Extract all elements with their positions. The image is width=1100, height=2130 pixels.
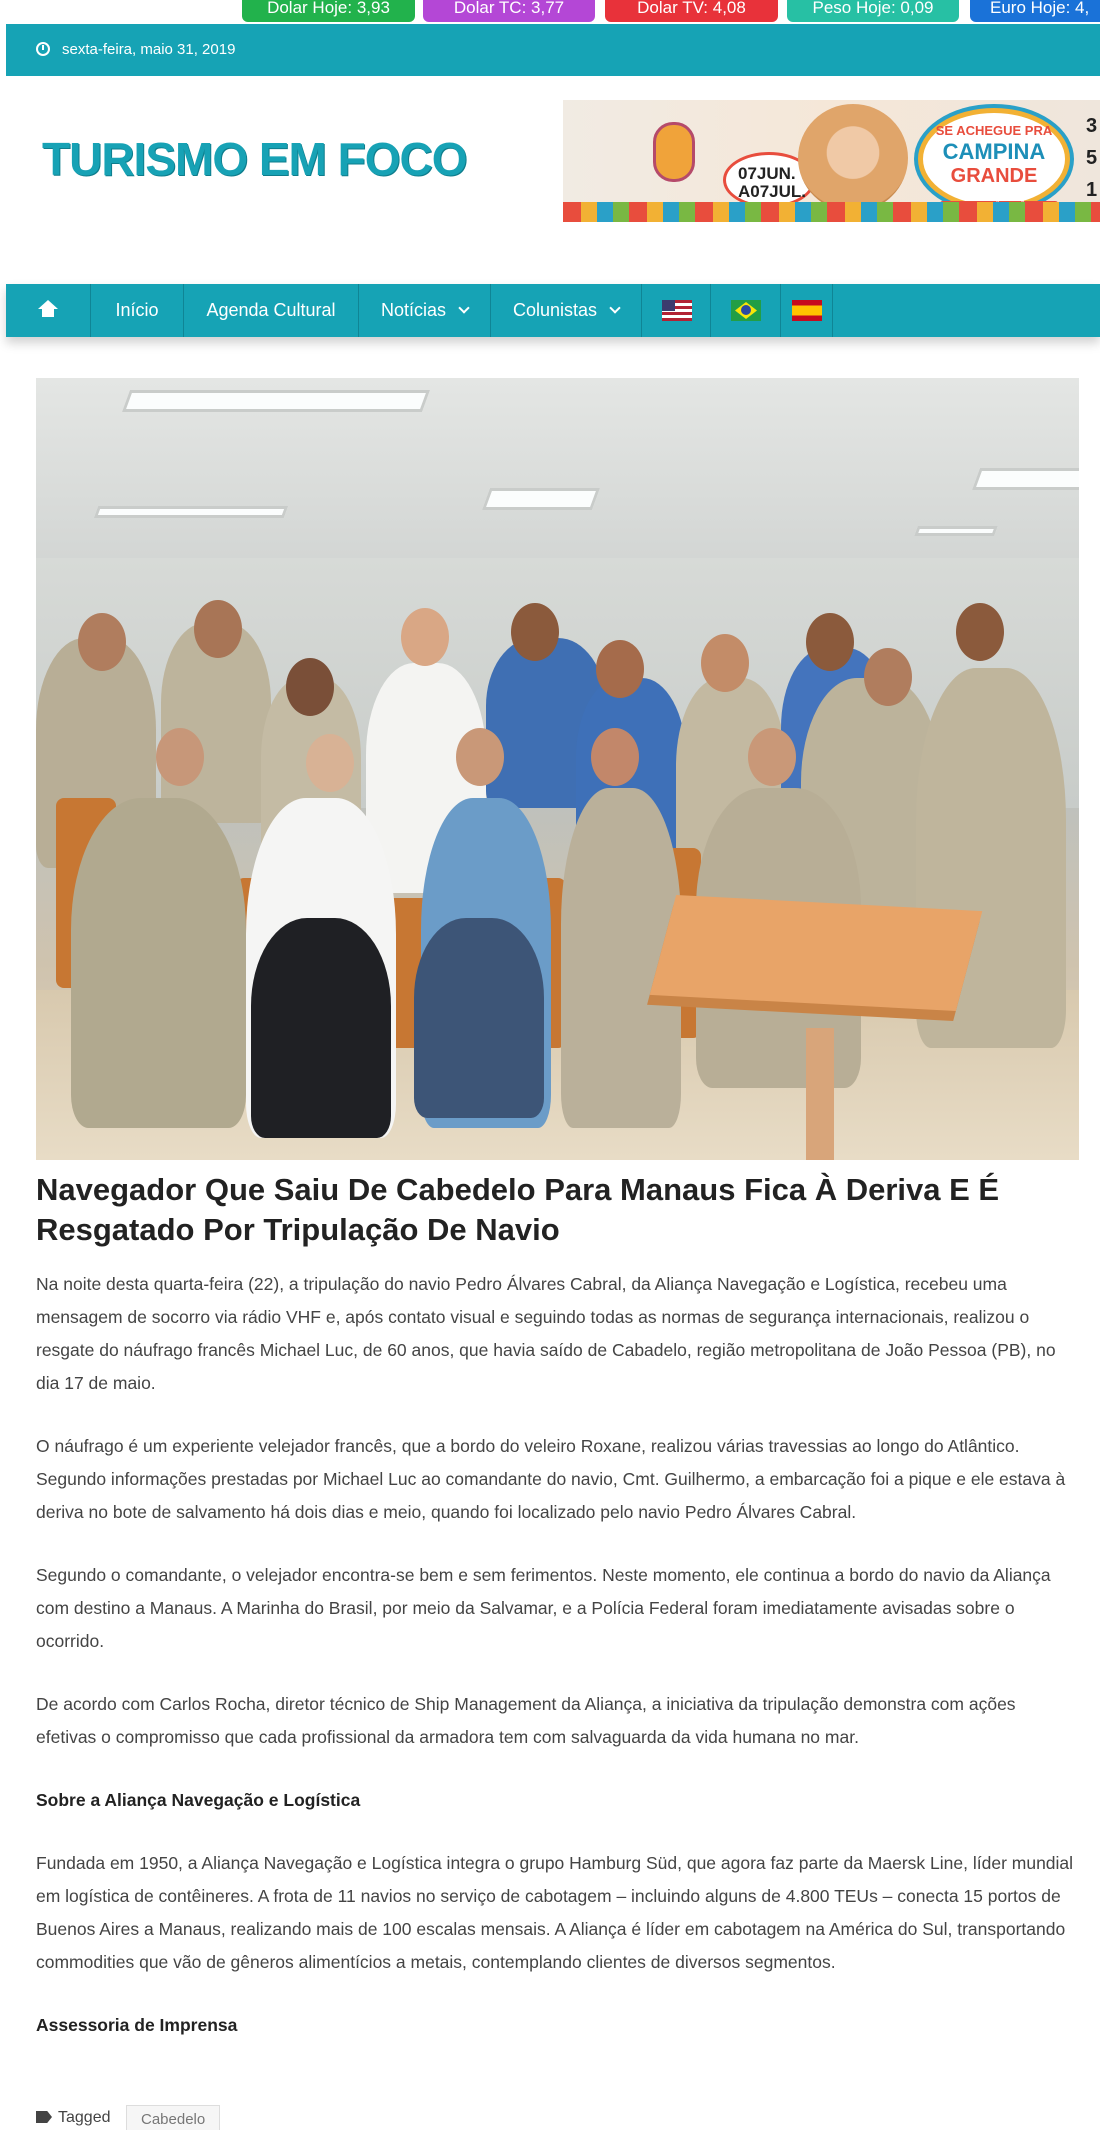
ad-banner[interactable] — [563, 100, 1100, 222]
ticker-peso-hoje[interactable]: Peso Hoje: 0,09 — [787, 0, 959, 22]
nav-item-agenda-cultural[interactable]: Agenda Cultural — [184, 284, 359, 337]
banner-seal-icon — [653, 122, 695, 182]
ticker-euro-hoje[interactable]: Euro Hoje: 4, — [970, 0, 1100, 22]
nav-item-colunistas[interactable] — [491, 284, 642, 337]
article-paragraph: Segundo o comandante, o velejador encontra-se bem e sem ferimentos. Neste momento, ele continua a bordo do navio da Aliança com destino a Manaus. A Marinha do Brasil, por meio da Salvamar, e a Polícia Federal foram imediatamente avisadas sobre o ocorrido. — [36, 1565, 1051, 1651]
ticker-dolar-hoje[interactable]: Dolar Hoje: 3,93 — [242, 0, 415, 22]
banner-date-end: A07JUL. — [738, 182, 807, 201]
photo-table — [650, 895, 983, 1011]
site-logo[interactable]: TURISMO EM FOCO — [42, 133, 467, 185]
nav-colunistas-label: Colunistas — [512, 300, 598, 320]
banner-portrait — [798, 104, 908, 212]
us-flag-icon — [662, 300, 692, 321]
banner-date-start: 07JUN. — [738, 164, 796, 183]
currency-ticker — [0, 0, 1100, 24]
article-paragraph: Fundada em 1950, a Aliança Navegação e Logística integra o grupo Hamburg Süd, que agora faz parte da Maersk Line, líder mundial em logística de contêineres. A frota de 11 navios no serviço de cabotagem – incluindo alguns de 4.800 TEUs – conecta 15 portos de Buenos Aires a Manaus, realizando mais de 100 escalas mensais. A Aliança é líder em cabotagem na América do Sul, transportando commodities que vão de gêneros alimentícios a metais, contemplando clientes de diversos segmentos. — [36, 1853, 1074, 1972]
es-flag-icon — [792, 300, 822, 321]
banner-line2: CAMPINA — [942, 139, 1046, 164]
article-subheading: Sobre a Aliança Navegação e Logística — [36, 1790, 361, 1810]
ticker-dolar-tv[interactable]: Dolar TV: 4,08 — [605, 0, 778, 22]
article-credit: Assessoria de Imprensa — [36, 2015, 238, 2035]
nav-lang-es[interactable] — [781, 284, 833, 337]
nav-item-noticias[interactable] — [359, 284, 491, 337]
br-flag-icon — [731, 300, 761, 321]
chevron-down-icon — [609, 303, 620, 314]
nav-noticias-label: Notícias — [380, 300, 447, 320]
article-title: Navegador Que Saiu De Cabedelo Para Manaus Fica À Deriva E É Resgatado Por Tripulação De Navio — [36, 1172, 1000, 1247]
banner-line1: SE ACHEGUE PRA — [935, 123, 1053, 138]
nav-lang-en[interactable] — [642, 284, 711, 337]
current-date: sexta-feira, maio 31, 2019 — [62, 41, 236, 58]
chevron-down-icon — [458, 303, 469, 314]
article-photo — [36, 378, 1079, 1160]
clock-icon — [36, 42, 50, 56]
banner-edge-text: 3 5 1 — [1086, 115, 1098, 201]
article-body — [36, 1268, 1076, 2072]
article-paragraph: Na noite desta quarta-feira (22), a tripulação do navio Pedro Álvares Cabral, da Aliança Navegação e Logística, recebeu uma mensagem de socorro via rádio VHF e, após contato visual e seguindo todas as normas de segurança internacionais, realizou o resgate do náufrago francês Michael Luc, de 60 anos, que havia saído de Cabadelo, região metropolitana de João Pessoa (PB), no dia 17 de maio. — [36, 1274, 1056, 1393]
top-bar — [6, 24, 1100, 76]
nav-lang-pt[interactable] — [711, 284, 781, 337]
main-nav — [6, 284, 1100, 337]
ticker-dolar-tc[interactable]: Dolar TC: 3,77 — [423, 0, 595, 22]
banner-campina-logo — [918, 108, 1070, 210]
article-paragraph: O náufrago é um experiente velejador francês, que a bordo do veleiro Roxane, realizou várias travessias ao longo do Atlântico. Segundo informações prestadas por Michael Luc ao comandante do navio, Cmt. Guilhermo, a embarcação foi a pique e ele estava à deriva no bote de salvamento há dois dias e meio, quando foi localizado pelo navio Pedro Álvares Cabral. — [36, 1436, 1066, 1522]
banner-line3: GRANDE — [950, 165, 1038, 187]
tag-chip-cabedelo[interactable]: Cabedelo — [126, 2105, 220, 2130]
tag-icon — [36, 2111, 52, 2123]
nav-item-inicio[interactable]: Início — [91, 284, 184, 337]
article-paragraph: De acordo com Carlos Rocha, diretor técnico de Ship Management da Aliança, a iniciativa da tripulação demonstra com ações efetivas o compromisso que cada profissional da armadora tem com salvaguarda da vida humana no mar. — [36, 1694, 1016, 1747]
tags-label: Tagged — [58, 2109, 111, 2126]
home-icon — [38, 300, 58, 318]
nav-home[interactable] — [6, 284, 91, 337]
banner-stripe — [563, 202, 1100, 222]
